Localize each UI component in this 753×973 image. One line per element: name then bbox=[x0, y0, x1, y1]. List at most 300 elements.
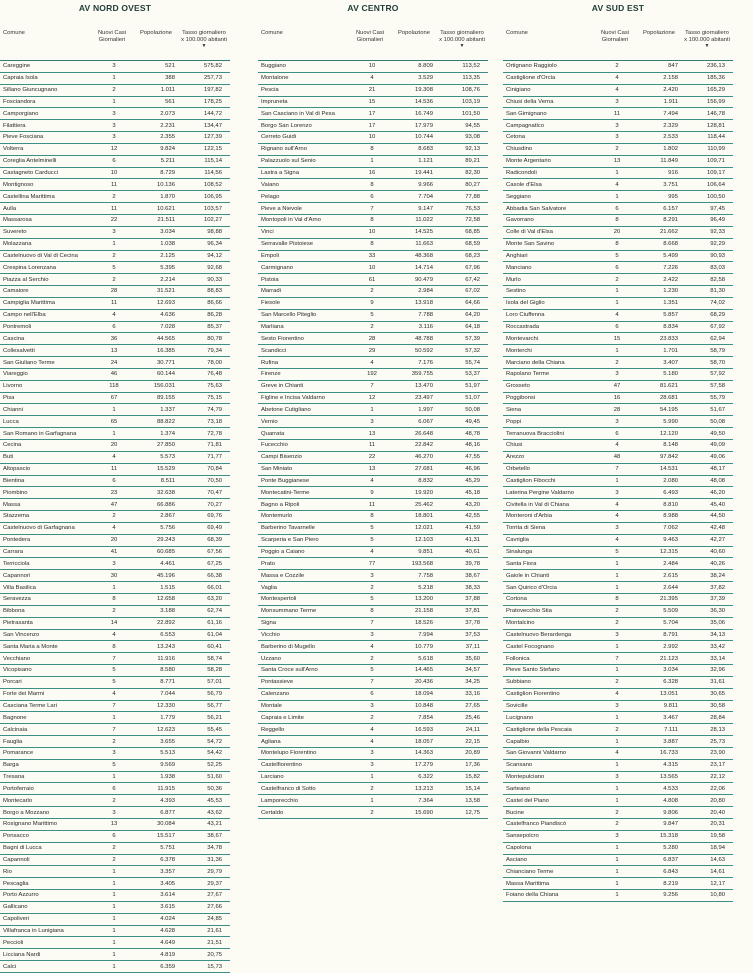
comune-cell: Monsummano Terme bbox=[258, 605, 351, 617]
tasso-cell: 22,12 bbox=[682, 771, 733, 783]
table-row bbox=[0, 487, 230, 499]
table-row bbox=[503, 440, 733, 452]
tasso-cell: 34,25 bbox=[437, 676, 488, 688]
comune-cell: Castelfranco Piandiscò bbox=[503, 819, 596, 831]
tasso-cell: 89,21 bbox=[437, 155, 488, 167]
tasso-cell: 12,75 bbox=[437, 807, 488, 819]
nuovi-casi-cell: 8 bbox=[351, 238, 393, 250]
table-row bbox=[258, 605, 488, 617]
comune-cell: Vaglia bbox=[258, 582, 351, 594]
tasso-cell: 109,71 bbox=[682, 155, 733, 167]
popolazione-cell: 13.200 bbox=[393, 593, 437, 605]
tasso-cell: 47,55 bbox=[437, 451, 488, 463]
comune-cell: Porcari bbox=[0, 676, 93, 688]
popolazione-cell: 8.729 bbox=[135, 167, 179, 179]
comune-cell: Castelfranco di Sotto bbox=[258, 783, 351, 795]
nuovi-casi-cell: 4 bbox=[351, 357, 393, 369]
tasso-cell: 14,63 bbox=[682, 854, 733, 866]
popolazione-cell: 156.031 bbox=[135, 380, 179, 392]
header-tasso bbox=[438, 30, 486, 49]
nuovi-casi-cell: 3 bbox=[351, 416, 393, 428]
popolazione-cell: 9.806 bbox=[638, 807, 682, 819]
table-row bbox=[258, 297, 488, 309]
tasso-cell: 57,39 bbox=[437, 333, 488, 345]
nuovi-casi-cell: 3 bbox=[93, 108, 135, 120]
tasso-cell: 37,39 bbox=[682, 593, 733, 605]
comune-cell: Anghiari bbox=[503, 250, 596, 262]
comune-cell: Poggio a Caiano bbox=[258, 546, 351, 558]
popolazione-cell: 1.802 bbox=[638, 143, 682, 155]
table-row bbox=[0, 511, 230, 523]
popolazione-cell: 2.992 bbox=[638, 641, 682, 653]
nuovi-casi-cell: 6 bbox=[93, 475, 135, 487]
tasso-cell: 73,18 bbox=[179, 416, 230, 428]
table-row bbox=[503, 143, 733, 155]
popolazione-cell: 5.857 bbox=[638, 309, 682, 321]
table-row bbox=[258, 641, 488, 653]
popolazione-cell: 12.315 bbox=[638, 546, 682, 558]
comune-cell: Cavriglia bbox=[503, 534, 596, 546]
popolazione-cell: 193.568 bbox=[393, 558, 437, 570]
nuovi-casi-cell: 3 bbox=[351, 700, 393, 712]
table-row bbox=[258, 61, 488, 72]
comune-cell: Collesalvetti bbox=[0, 345, 93, 357]
header-tasso-label: Tasso giornaliero x 100.000 abitanti bbox=[439, 30, 485, 43]
popolazione-cell: 20.436 bbox=[393, 676, 437, 688]
table-row bbox=[258, 179, 488, 191]
nuovi-casi-cell: 5 bbox=[93, 759, 135, 771]
tasso-cell: 122,15 bbox=[179, 143, 230, 155]
tasso-cell: 178,25 bbox=[179, 96, 230, 108]
popolazione-cell: 21.123 bbox=[638, 653, 682, 665]
comune-cell: Marliana bbox=[258, 321, 351, 333]
tasso-cell: 74,02 bbox=[682, 297, 733, 309]
popolazione-cell: 5.756 bbox=[135, 522, 179, 534]
comune-cell: Carmignano bbox=[258, 262, 351, 274]
tasso-cell: 55,74 bbox=[437, 357, 488, 369]
tasso-cell: 53,37 bbox=[437, 368, 488, 380]
popolazione-cell: 10.848 bbox=[393, 700, 437, 712]
tasso-cell: 43,21 bbox=[179, 819, 230, 831]
popolazione-cell: 21.158 bbox=[393, 605, 437, 617]
comune-cell: Seravezza bbox=[0, 593, 93, 605]
tasso-cell: 51,07 bbox=[437, 392, 488, 404]
nuovi-casi-cell: 1 bbox=[93, 866, 135, 878]
nuovi-casi-cell: 2 bbox=[596, 617, 638, 629]
table-row bbox=[0, 819, 230, 831]
popolazione-cell: 6.322 bbox=[393, 771, 437, 783]
table-row bbox=[258, 558, 488, 570]
comune-cell: Chianni bbox=[0, 404, 93, 416]
tasso-cell: 51,97 bbox=[437, 380, 488, 392]
tasso-cell: 72,78 bbox=[179, 428, 230, 440]
nuovi-casi-cell: 1 bbox=[351, 795, 393, 807]
table-row bbox=[503, 357, 733, 369]
tasso-cell: 113,35 bbox=[437, 72, 488, 84]
tasso-cell: 57,58 bbox=[682, 380, 733, 392]
nuovi-casi-cell: 5 bbox=[93, 676, 135, 688]
table-row bbox=[503, 132, 733, 144]
popolazione-cell: 521 bbox=[135, 61, 179, 72]
popolazione-cell: 18.094 bbox=[393, 688, 437, 700]
popolazione-cell: 1.911 bbox=[638, 96, 682, 108]
nuovi-casi-cell: 2 bbox=[93, 795, 135, 807]
popolazione-cell: 7.758 bbox=[393, 570, 437, 582]
table-row bbox=[0, 108, 230, 120]
popolazione-cell: 6.378 bbox=[135, 854, 179, 866]
popolazione-cell: 8.771 bbox=[135, 676, 179, 688]
table-row bbox=[0, 333, 230, 345]
comune-cell: San Giovanni Valdarno bbox=[503, 747, 596, 759]
popolazione-cell: 1.337 bbox=[135, 404, 179, 416]
popolazione-cell: 27.850 bbox=[135, 440, 179, 452]
table-row bbox=[258, 380, 488, 392]
comune-cell: Castelfiorentino bbox=[258, 759, 351, 771]
popolazione-cell: 11.915 bbox=[135, 783, 179, 795]
nuovi-casi-cell: 5 bbox=[596, 250, 638, 262]
nuovi-casi-cell: 21 bbox=[351, 84, 393, 96]
nuovi-casi-cell: 2 bbox=[351, 783, 393, 795]
comune-cell: Cetona bbox=[503, 132, 596, 144]
comune-cell: Volterra bbox=[0, 143, 93, 155]
nuovi-casi-cell: 1 bbox=[93, 582, 135, 594]
popolazione-cell: 17.979 bbox=[393, 120, 437, 132]
nuovi-casi-cell: 16 bbox=[351, 167, 393, 179]
tasso-cell: 77,88 bbox=[437, 191, 488, 203]
table-row bbox=[0, 404, 230, 416]
table-row bbox=[0, 499, 230, 511]
popolazione-cell: 23.497 bbox=[393, 392, 437, 404]
table-row bbox=[503, 582, 733, 594]
nuovi-casi-cell: 1 bbox=[93, 238, 135, 250]
nuovi-casi-cell: 8 bbox=[596, 593, 638, 605]
comune-cell: Sesto Fiorentino bbox=[258, 333, 351, 345]
table-row bbox=[258, 665, 488, 677]
nuovi-casi-cell: 1 bbox=[596, 783, 638, 795]
comune-cell: Colle di Val d'Elsa bbox=[503, 226, 596, 238]
nuovi-casi-cell: 1 bbox=[93, 72, 135, 84]
popolazione-cell: 54.195 bbox=[638, 404, 682, 416]
comune-cell: Vicopisano bbox=[0, 665, 93, 677]
comune-cell: Santa Fiora bbox=[503, 558, 596, 570]
popolazione-cell: 31.521 bbox=[135, 286, 179, 298]
nuovi-casi-cell: 2 bbox=[596, 724, 638, 736]
tasso-cell: 67,42 bbox=[437, 274, 488, 286]
tasso-cell: 106,95 bbox=[179, 191, 230, 203]
comune-cell: Laterina Pergine Valdarno bbox=[503, 487, 596, 499]
popolazione-cell: 916 bbox=[638, 167, 682, 179]
comune-cell: San Giuliano Terme bbox=[0, 357, 93, 369]
tasso-cell: 57,01 bbox=[179, 676, 230, 688]
tasso-cell: 85,37 bbox=[179, 321, 230, 333]
table-row bbox=[503, 416, 733, 428]
tasso-cell: 42,48 bbox=[682, 522, 733, 534]
nuovi-casi-cell: 11 bbox=[596, 108, 638, 120]
comune-cell: Bientina bbox=[0, 475, 93, 487]
table-row bbox=[0, 842, 230, 854]
tasso-cell: 39,78 bbox=[437, 558, 488, 570]
tasso-cell: 28,84 bbox=[682, 712, 733, 724]
popolazione-cell: 9.966 bbox=[393, 179, 437, 191]
tasso-cell: 30,58 bbox=[682, 700, 733, 712]
comune-cell: Massa bbox=[0, 499, 93, 511]
table-row bbox=[0, 925, 230, 937]
comune-cell: Montevarchi bbox=[503, 333, 596, 345]
comune-cell: Ponte Buggianese bbox=[258, 475, 351, 487]
comune-cell: Castellina Marittima bbox=[0, 191, 93, 203]
nuovi-casi-cell: 1 bbox=[596, 297, 638, 309]
nuovi-casi-cell: 4 bbox=[351, 736, 393, 748]
comune-cell: Montopoli in Val d'Arno bbox=[258, 214, 351, 226]
nuovi-casi-cell: 22 bbox=[93, 214, 135, 226]
comune-cell: Pescia bbox=[258, 84, 351, 96]
nuovi-casi-cell: 4 bbox=[596, 72, 638, 84]
popolazione-cell: 1.779 bbox=[135, 712, 179, 724]
table-row bbox=[503, 475, 733, 487]
nuovi-casi-cell: 4 bbox=[351, 546, 393, 558]
nuovi-casi-cell: 8 bbox=[351, 511, 393, 523]
popolazione-cell: 2.214 bbox=[135, 274, 179, 286]
comune-cell: Borgo San Lorenzo bbox=[258, 120, 351, 132]
comune-cell: Lucignano bbox=[503, 712, 596, 724]
nuovi-casi-cell: 4 bbox=[351, 475, 393, 487]
table-row bbox=[503, 368, 733, 380]
table-row bbox=[258, 499, 488, 511]
nuovi-casi-cell: 28 bbox=[596, 404, 638, 416]
popolazione-cell: 5.513 bbox=[135, 747, 179, 759]
popolazione-cell: 8.580 bbox=[135, 665, 179, 677]
table-row bbox=[503, 807, 733, 819]
comune-cell: Impruneta bbox=[258, 96, 351, 108]
tasso-cell: 82,30 bbox=[437, 167, 488, 179]
tasso-cell: 15,73 bbox=[179, 961, 230, 973]
table-row bbox=[258, 250, 488, 262]
tasso-cell: 144,72 bbox=[179, 108, 230, 120]
tasso-cell: 103,19 bbox=[437, 96, 488, 108]
nuovi-casi-cell: 10 bbox=[351, 226, 393, 238]
table-row bbox=[503, 120, 733, 132]
tasso-cell: 61,16 bbox=[179, 617, 230, 629]
comune-cell: San Romano in Garfagnana bbox=[0, 428, 93, 440]
nuovi-casi-cell: 7 bbox=[93, 653, 135, 665]
table-row bbox=[0, 132, 230, 144]
table-row bbox=[503, 546, 733, 558]
nuovi-casi-cell: 46 bbox=[93, 368, 135, 380]
comune-cell: Figline e Incisa Valdarno bbox=[258, 392, 351, 404]
comune-cell: Cortona bbox=[503, 593, 596, 605]
comune-cell: Scandicci bbox=[258, 345, 351, 357]
nuovi-casi-cell: 4 bbox=[596, 511, 638, 523]
nuovi-casi-cell: 8 bbox=[351, 214, 393, 226]
nuovi-casi-cell: 13 bbox=[93, 345, 135, 357]
header-tasso bbox=[180, 30, 228, 49]
comune-cell: Monte San Savino bbox=[503, 238, 596, 250]
comune-cell: Portoferraio bbox=[0, 783, 93, 795]
table-row bbox=[503, 191, 733, 203]
comune-cell: Montemurlo bbox=[258, 511, 351, 523]
popolazione-cell: 13.213 bbox=[393, 783, 437, 795]
nuovi-casi-cell: 1 bbox=[351, 155, 393, 167]
table-row bbox=[503, 534, 733, 546]
popolazione-cell: 8.809 bbox=[393, 61, 437, 72]
tasso-cell: 67,96 bbox=[437, 262, 488, 274]
popolazione-cell: 15.529 bbox=[135, 463, 179, 475]
comune-cell: San Casciano in Val di Pesa bbox=[258, 108, 351, 120]
tasso-cell: 134,47 bbox=[179, 120, 230, 132]
nuovi-casi-cell: 5 bbox=[93, 262, 135, 274]
tasso-cell: 40,26 bbox=[682, 558, 733, 570]
tasso-cell: 67,02 bbox=[437, 286, 488, 298]
tasso-cell: 236,13 bbox=[682, 61, 733, 72]
tasso-cell: 28,13 bbox=[682, 724, 733, 736]
popolazione-cell: 3.034 bbox=[638, 665, 682, 677]
nuovi-casi-cell: 1 bbox=[596, 582, 638, 594]
nuovi-casi-cell: 7 bbox=[351, 203, 393, 215]
tasso-cell: 128,81 bbox=[682, 120, 733, 132]
nuovi-casi-cell: 2 bbox=[93, 84, 135, 96]
nuovi-casi-cell: 2 bbox=[351, 582, 393, 594]
nuovi-casi-cell: 4 bbox=[93, 309, 135, 321]
nuovi-casi-cell: 1 bbox=[351, 404, 393, 416]
table-row bbox=[0, 688, 230, 700]
nuovi-casi-cell: 2 bbox=[596, 676, 638, 688]
nuovi-casi-cell: 30 bbox=[93, 570, 135, 582]
comune-cell: Grosseto bbox=[503, 380, 596, 392]
nuovi-casi-cell: 4 bbox=[596, 440, 638, 452]
table-row bbox=[258, 96, 488, 108]
nuovi-casi-cell: 1 bbox=[351, 771, 393, 783]
nuovi-casi-cell: 6 bbox=[596, 321, 638, 333]
comune-cell: Ortignano Raggiolo bbox=[503, 61, 596, 72]
table-row bbox=[0, 321, 230, 333]
table-row bbox=[258, 724, 488, 736]
popolazione-cell: 5.180 bbox=[638, 368, 682, 380]
comune-cell: Gaiole in Chianti bbox=[503, 570, 596, 582]
data-table bbox=[258, 61, 488, 819]
tasso-cell: 70,47 bbox=[179, 487, 230, 499]
tasso-cell: 20,75 bbox=[179, 949, 230, 961]
comune-cell: Careggine bbox=[0, 61, 93, 72]
tasso-cell: 32,96 bbox=[682, 665, 733, 677]
popolazione-cell: 19.308 bbox=[393, 84, 437, 96]
nuovi-casi-cell: 1 bbox=[596, 286, 638, 298]
nuovi-casi-cell: 17 bbox=[351, 120, 393, 132]
tasso-cell: 31,36 bbox=[179, 854, 230, 866]
popolazione-cell: 3.751 bbox=[638, 179, 682, 191]
nuovi-casi-cell: 1 bbox=[596, 641, 638, 653]
comune-cell: Sestino bbox=[503, 286, 596, 298]
nuovi-casi-cell: 47 bbox=[596, 380, 638, 392]
nuovi-casi-cell: 1 bbox=[93, 96, 135, 108]
table-row bbox=[0, 807, 230, 819]
tasso-cell: 22,15 bbox=[437, 736, 488, 748]
nuovi-casi-cell: 1 bbox=[93, 925, 135, 937]
table-row bbox=[258, 143, 488, 155]
comune-cell: Cinigiano bbox=[503, 84, 596, 96]
table-row bbox=[258, 451, 488, 463]
nuovi-casi-cell: 5 bbox=[351, 534, 393, 546]
comune-cell: Villafranca in Lunigiana bbox=[0, 925, 93, 937]
nuovi-casi-cell: 1 bbox=[596, 191, 638, 203]
popolazione-cell: 5.509 bbox=[638, 605, 682, 617]
tasso-cell: 45,40 bbox=[682, 499, 733, 511]
popolazione-cell: 14.536 bbox=[393, 96, 437, 108]
comune-cell: Abbadia San Salvatore bbox=[503, 203, 596, 215]
nuovi-casi-cell: 1 bbox=[93, 901, 135, 913]
popolazione-cell: 60.685 bbox=[135, 546, 179, 558]
table-row bbox=[503, 297, 733, 309]
popolazione-cell: 6.843 bbox=[638, 866, 682, 878]
comune-cell: Civitella in Val di Chiana bbox=[503, 499, 596, 511]
comune-cell: Fosciandora bbox=[0, 96, 93, 108]
popolazione-cell: 6.157 bbox=[638, 203, 682, 215]
table-row bbox=[0, 546, 230, 558]
nuovi-casi-cell: 1 bbox=[596, 475, 638, 487]
comune-cell: Vicchio bbox=[258, 629, 351, 641]
comune-cell: Licciana Nardi bbox=[0, 949, 93, 961]
tasso-cell: 83,03 bbox=[682, 262, 733, 274]
popolazione-cell: 2.867 bbox=[135, 511, 179, 523]
table-row bbox=[258, 345, 488, 357]
table-row bbox=[0, 286, 230, 298]
comune-cell: Massa Marittima bbox=[503, 878, 596, 890]
tasso-cell: 37,81 bbox=[437, 605, 488, 617]
nuovi-casi-cell: 1 bbox=[93, 961, 135, 973]
popolazione-cell: 1.121 bbox=[393, 155, 437, 167]
popolazione-cell: 6.359 bbox=[135, 961, 179, 973]
nuovi-casi-cell: 20 bbox=[93, 534, 135, 546]
table-row bbox=[258, 795, 488, 807]
table-row bbox=[258, 653, 488, 665]
popolazione-cell: 6.067 bbox=[393, 416, 437, 428]
nuovi-casi-cell: 3 bbox=[596, 830, 638, 842]
popolazione-cell: 16.385 bbox=[135, 345, 179, 357]
table-row bbox=[503, 700, 733, 712]
tasso-cell: 30,65 bbox=[682, 688, 733, 700]
table-row bbox=[0, 84, 230, 96]
popolazione-cell: 18.801 bbox=[393, 511, 437, 523]
table-row bbox=[0, 617, 230, 629]
comune-cell: Montignoso bbox=[0, 179, 93, 191]
nuovi-casi-cell: 11 bbox=[93, 179, 135, 191]
table-row bbox=[258, 570, 488, 582]
nuovi-casi-cell: 2 bbox=[93, 250, 135, 262]
comune-cell: Ponsacco bbox=[0, 830, 93, 842]
tasso-cell: 61,04 bbox=[179, 629, 230, 641]
tasso-cell: 13,58 bbox=[437, 795, 488, 807]
table-row bbox=[258, 688, 488, 700]
table-row bbox=[258, 262, 488, 274]
table-row bbox=[258, 475, 488, 487]
table-row bbox=[503, 605, 733, 617]
comune-cell: Capalbio bbox=[503, 736, 596, 748]
tasso-cell: 52,25 bbox=[179, 759, 230, 771]
tasso-cell: 67,92 bbox=[682, 321, 733, 333]
popolazione-cell: 10.136 bbox=[135, 179, 179, 191]
popolazione-cell: 14.531 bbox=[638, 463, 682, 475]
nuovi-casi-cell: 4 bbox=[596, 688, 638, 700]
comune-cell: Pontedera bbox=[0, 534, 93, 546]
nuovi-casi-cell: 3 bbox=[596, 96, 638, 108]
nuovi-casi-cell: 6 bbox=[596, 262, 638, 274]
popolazione-cell: 14.363 bbox=[393, 747, 437, 759]
popolazione-cell: 3.614 bbox=[135, 890, 179, 902]
header-nuovi-casi: Nuovi Casi Giornalieri bbox=[600, 30, 630, 43]
popolazione-cell: 10.744 bbox=[393, 132, 437, 144]
popolazione-cell: 12.658 bbox=[135, 593, 179, 605]
popolazione-cell: 15.690 bbox=[393, 807, 437, 819]
table-row bbox=[0, 155, 230, 167]
